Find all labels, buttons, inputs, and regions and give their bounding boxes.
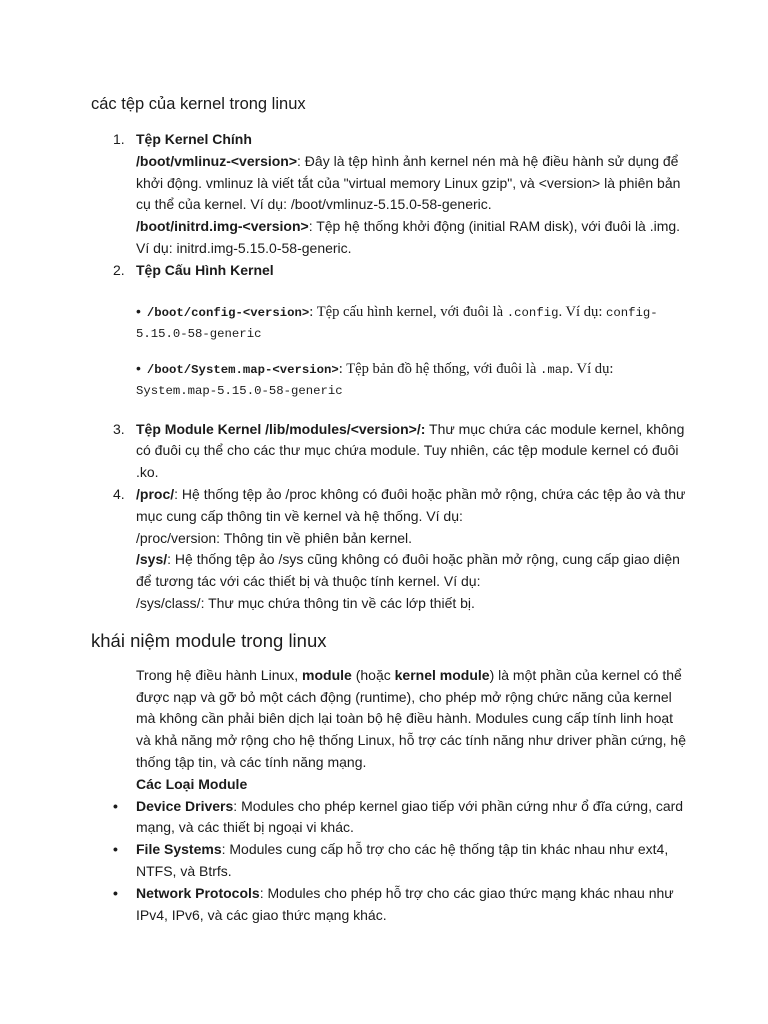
example-text: System.map-5.15.0-58-generic — [136, 383, 343, 398]
paragraph-text: (hoặc — [351, 666, 395, 683]
bullet-dot: • — [113, 797, 118, 814]
file-path: /boot/config-<version> — [146, 305, 310, 320]
list-item — [91, 129, 688, 260]
bullet-text: . Ví dụ: — [558, 303, 607, 320]
paragraph — [136, 216, 688, 260]
file-path: /proc/ — [136, 485, 175, 502]
config-bullets — [91, 302, 688, 401]
file-extension: .map — [539, 362, 570, 377]
bullet-dot: • — [113, 841, 118, 858]
paragraph-text: : Hệ thống tệp ảo /proc không có đuôi hoặc phần mở rộng, chứa các tệp ảo và thư mục cung cấp thông tin về kernel và hệ thống. Ví dụ: — [136, 485, 686, 524]
example-text: config- — [606, 305, 658, 320]
kernel-files-list-continued — [91, 419, 688, 615]
subheading-module-types: Các Loại Module — [136, 775, 248, 792]
bold-term: module — [302, 666, 352, 683]
paragraph — [136, 484, 688, 528]
example-line: /sys/class/: Thư mục chứa thông tin về các lớp thiết bị. — [136, 594, 475, 611]
file-extension: .config — [506, 305, 559, 320]
item-title: Tệp Module Kernel /lib/modules/<version>/: — [136, 420, 426, 437]
kernel-files-list — [91, 129, 688, 282]
module-types-list — [91, 796, 688, 927]
example-line: /proc/version: Thông tin về phiên bản kernel. — [136, 529, 413, 546]
file-path: /boot/initrd.img-<version> — [136, 218, 309, 235]
list-item — [91, 883, 688, 927]
section-heading-kernel-files: các tệp của kernel trong linux — [91, 95, 306, 113]
bullet-dot: • — [136, 302, 141, 319]
list-item — [91, 419, 688, 484]
bold-term: Device Drivers — [136, 797, 234, 814]
bullet-text: : Modules cho phép hỗ trợ cho các giao thức mạng khác nhau như IPv4, IPv6, và các giao thức mạng khác. — [136, 884, 674, 923]
paragraph — [136, 665, 688, 774]
bullet-text: : Modules cung cấp hỗ trợ cho các hệ thống tập tin khác nhau như ext4, NTFS, và Btrfs. — [136, 841, 669, 879]
example-text: 5.15.0-58-generic — [136, 326, 262, 341]
list-number: 3. — [113, 420, 125, 437]
bullet-text: : Modules cho phép kernel giao tiếp với phần cứng như ổ đĩa cứng, card mạng, và các thiết bị ngoại vi khác. — [136, 797, 684, 836]
list-number: 2. — [113, 261, 125, 278]
bullet-text: . Ví dụ: — [569, 360, 614, 377]
list-item — [91, 796, 688, 840]
bullet-dot: • — [136, 359, 141, 376]
paragraph — [136, 549, 688, 593]
list-number: 1. — [113, 131, 125, 147]
item-title: Tệp Kernel Chính — [136, 131, 252, 147]
paragraph-text: : Tệp hệ thống khởi động (initial RAM disk), với đuôi là .img. Ví dụ: initrd.img-5.15.0-58-generic. — [136, 218, 681, 256]
module-intro — [91, 665, 688, 796]
list-number: 4. — [113, 485, 125, 502]
paragraph — [136, 151, 688, 216]
bold-term: kernel module — [394, 666, 490, 683]
list-item — [91, 839, 688, 883]
list-item — [91, 260, 688, 282]
bullet-dot: • — [113, 884, 118, 901]
file-path: /boot/vmlinuz-<version> — [136, 152, 298, 169]
item-title: Tệp Cấu Hình Kernel — [136, 261, 274, 278]
file-path: /boot/System.map-<version> — [146, 362, 339, 377]
paragraph — [136, 419, 688, 484]
list-item — [136, 302, 688, 344]
paragraph-text: Thư mục chứa các module kernel, không có đuôi cụ thể cho các thư mục chứa module. Tuy nhiên, các tệp module kernel có đuôi .ko. — [136, 420, 685, 481]
paragraph-text: : Hệ thống tệp ảo /sys cũng không có đuôi hoặc phần mở rộng, cung cấp giao diện để tương tác với các thiết bị và thuộc tính kernel. Ví dụ: — [136, 551, 680, 590]
paragraph-text: : Đây là tệp hình ảnh kernel nén mà hệ điều hành sử dụng để khởi động. vmlinuz là viết tắt của "virtual memory Linux gzip", và <version> là phiên bản cụ thể của kernel. Ví dụ: /boot/vmlinuz-5.15.0-58-generic. — [136, 152, 681, 213]
list-item — [136, 359, 688, 401]
paragraph-text: ) là một phần của kernel có thể được nạp và gỡ bỏ một cách động (runtime), cho phép mở rộng chức năng của kernel mà không cần phải biên dịch lại toàn bộ hệ điều hành. Modules cung cấp tính linh hoạt và khả năng mở rộng cho hệ thống Linux, hỗ trợ các tính năng như driver phần cứng, hệ thống tập tin, và các tính năng mạng. — [136, 666, 687, 770]
bullet-text: : Tệp cấu hình kernel, với đuôi là — [309, 303, 507, 320]
list-item — [91, 484, 688, 615]
section-heading-module-concept: khái niệm module trong linux — [91, 629, 327, 651]
file-path: /sys/ — [136, 551, 168, 568]
bold-term: File Systems — [136, 841, 222, 858]
bold-term: Network Protocols — [136, 884, 260, 901]
bullet-text: : Tệp bản đồ hệ thống, với đuôi là — [338, 360, 540, 377]
paragraph-text: Trong hệ điều hành Linux, — [136, 666, 303, 683]
